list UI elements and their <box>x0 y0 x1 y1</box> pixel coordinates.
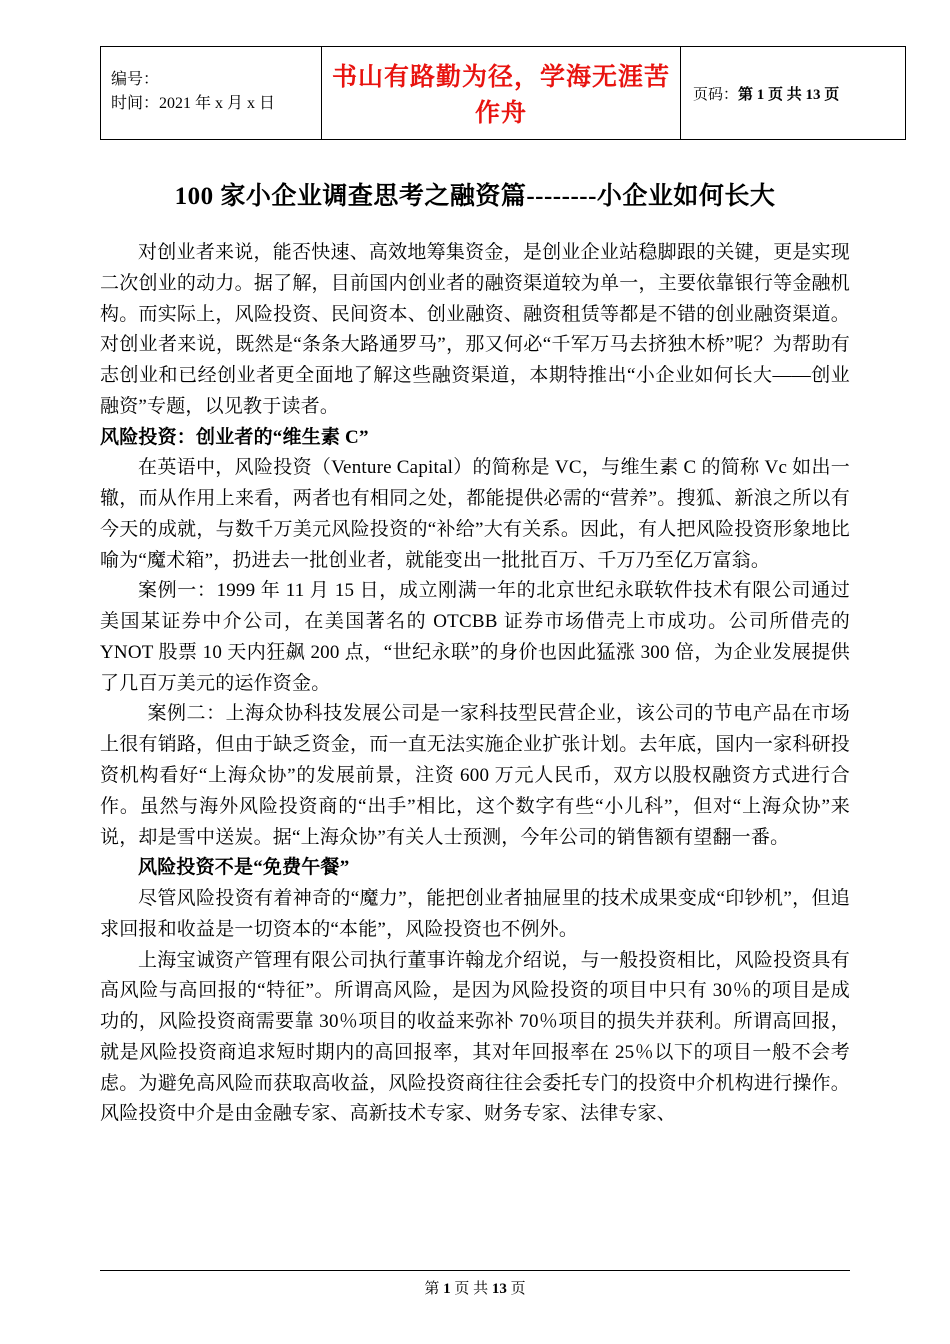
paragraph-vc-explanation: 在英语中，风险投资（Venture Capital）的简称是 VC，与维生素 C 的简称 Vc 如出一辙，而从作用上来看，两者也有相同之处，都能提供必需的“营养”。搜狐、新浪之所以有今天的成就，与数千万美元风险投资的“补给”大有关系。因此，有人把风险投资形象地比喻为“魔术箱”，扔进去一批创业者，就能变出一批批百万、千万乃至亿万富翁。 <box>100 457 850 571</box>
page-title: 100 家小企业调查思考之融资篇--------小企业如何长大 <box>174 183 776 210</box>
header-row <box>101 47 906 140</box>
page-footer <box>100 1270 850 1298</box>
header-date-label: 时间：2021 年 x 月 x 日 <box>111 95 276 112</box>
header-page-info <box>681 47 906 140</box>
section-heading-venture-capital: 风险投资：创业者的“维生素 C” <box>100 426 369 448</box>
section-heading-no-free-lunch: 风险投资不是“免费午餐” <box>138 857 350 879</box>
header-page-current: 第 1 页 <box>738 86 784 103</box>
footer-middle: 页 共 <box>454 1281 489 1297</box>
footer-suffix: 页 <box>510 1281 526 1297</box>
paragraph-intro: 对创业者来说，能否快速、高效地筹集资金，是创业企业站稳脚跟的关键，更是实现二次创业的动力。据了解，目前国内创业者的融资渠道较为单一，主要依靠银行等金融机构。而实际上，风险投资、民间资本、创业融资、融资租赁等都是不错的创业融资渠道。对创业者来说，既然是“条条大路通罗马”，那又何必“千军万马去挤独木桥”呢？为帮助有志创业和已经创业者更全面地了解这些融资渠道，本期特推出“小企业如何长大——创业融资”专题，以见教于读者。 <box>100 242 850 417</box>
page-header-table <box>100 46 906 140</box>
header-serial-label: 编号： <box>111 71 160 88</box>
header-meta-cell <box>101 47 322 140</box>
footer-prefix: 第 <box>424 1281 440 1297</box>
header-page-label: 页码： <box>693 86 739 103</box>
footer-total-pages: 13 <box>491 1281 507 1297</box>
footer-current-page: 1 <box>443 1281 451 1297</box>
paragraph-baocheng: 上海宝诚资产管理有限公司执行董事许翰龙介绍说，与一般投资相比，风险投资具有高风险与高回报的“特征”。所谓高风险，是因为风险投资的项目中只有 30％的项目是成功的，风险投资商需要靠 30％项目的收益来弥补 70％项目的损失并获利。所谓高回报，就是风险投资商追求短时期内的高回报率，其对年回报率在 25％以下的项目一般不会考虑。为避免高风险而获取高收益，风险投资商往往会委托专门的投资中介机构进行操作。风险投资中介是由金融专家、高新技术专家、财务专家、法律专家、 <box>100 949 850 1125</box>
document-body <box>100 238 850 1130</box>
header-page-total: 共 13 页 <box>786 86 840 103</box>
paragraph-free-lunch: 尽管风险投资有着神奇的“魔力”，能把创业者抽屉里的技术成果变成“印钞机”，但追求回报和收益是一切资本的“本能”，风险投资也不例外。 <box>100 888 850 940</box>
paragraph-case-two: 案例二：上海众协科技发展公司是一家科技型民营企业，该公司的节电产品在市场上很有销路，但由于缺乏资金，而一直无法实施企业扩张计划。去年底，国内一家科研投资机构看好“上海众协”的发展前景，注资 600 万元人民币，双方以股权融资方式进行合作。虽然与海外风险投资商的“出手”相比，这个数字有些“小儿科”，但对“上海众协”来说，却是雪中送炭。据“上海众协”有关人士预测，今年公司的销售额有望翻一番。 <box>100 703 850 848</box>
paragraph-case-one: 案例一：1999 年 11 月 15 日，成立刚满一年的北京世纪永联软件技术有限公司通过美国某证券中介公司，在美国著名的 OTCBB 证券市场借壳上市成功。公司所借壳的 YNOT 股票 10 天内狂飙 200 点，“世纪永联”的身价也因此猛涨 300 倍，为企业发展提供了几百万美元的运作资金。 <box>100 580 850 694</box>
header-slogan: 书山有路勤为径，学海无涯苦作舟 <box>322 47 681 140</box>
